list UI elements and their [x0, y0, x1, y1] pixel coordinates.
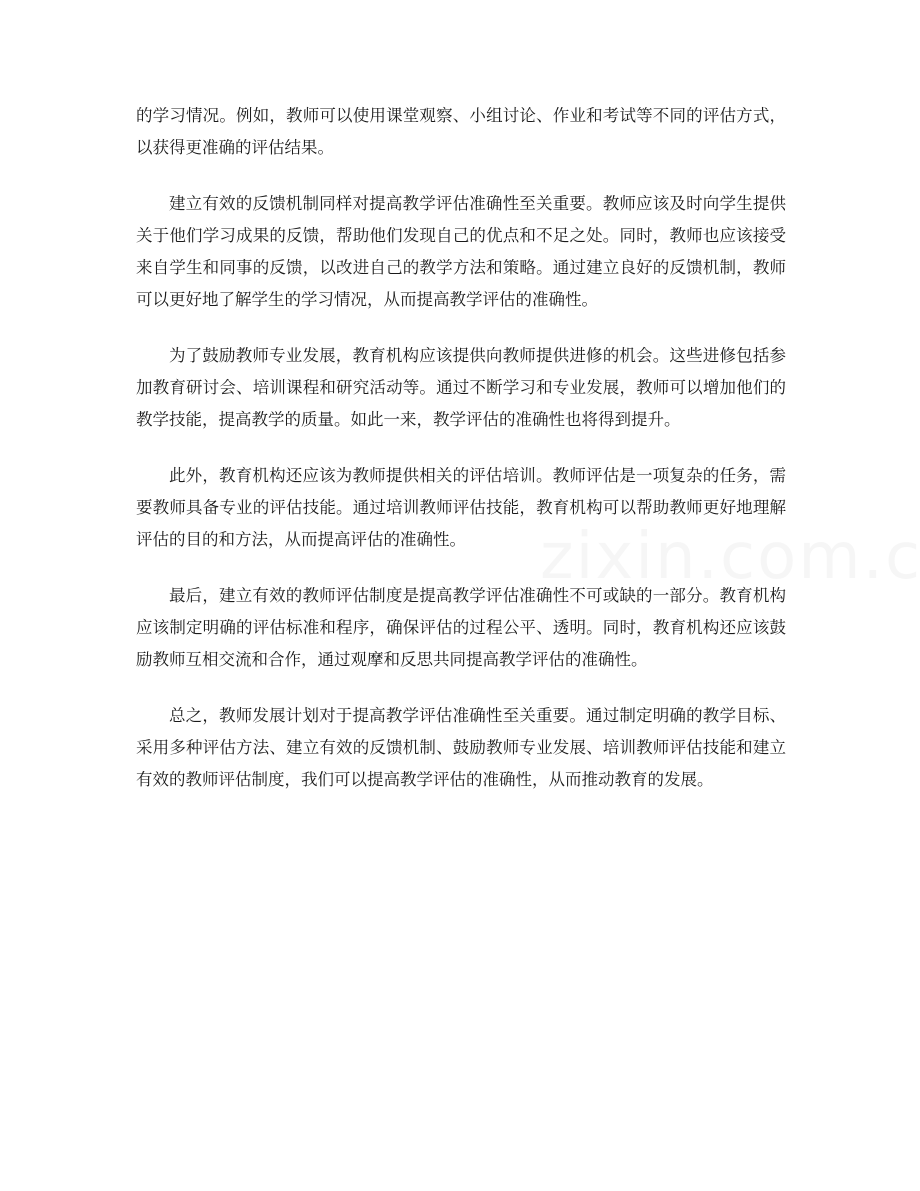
paragraph-5: 最后，建立有效的教师评估制度是提高教学评估准确性不可或缺的一部分。教育机构应该制定明确的评估标准和程序，确保评估的过程公平、透明。同时，教育机构还应该鼓励教师互相交流和合作，通过观摩和反思共同提高教学评估的准确性。 — [136, 586, 786, 669]
paragraph-2: 建立有效的反馈机制同样对提高教学评估准确性至关重要。教师应该及时向学生提供关于他们学习成果的反馈，帮助他们发现自己的优点和不足之处。同时，教师也应该接受来自学生和同事的反馈，以改进自己的教学方法和策略。通过建立良好的反馈机制，教师可以更好地了解学生的学习情况，从而提高教学评估的准确性。 — [136, 194, 786, 309]
paragraph-3: 为了鼓励教师专业发展，教育机构应该提供向教师提供进修的机会。这些进修包括参加教育研讨会、培训课程和研究活动等。通过不断学习和专业发展，教师可以增加他们的教学技能，提高教学的质量。如此一来，教学评估的准确性也将得到提升。 — [136, 346, 786, 429]
document-body — [136, 100, 786, 820]
paragraph-1: 的学习情况。例如，教师可以使用课堂观察、小组讨论、作业和考试等不同的评估方式，以获得更准确的评估结果。 — [136, 106, 786, 157]
paragraph-4: 此外，教育机构还应该为教师提供相关的评估培训。教师评估是一项复杂的任务，需要教师具备专业的评估技能。通过培训教师评估技能，教育机构可以帮助教师更好地理解评估的目的和方法，从而提高评估的准确性。 — [136, 466, 786, 549]
paragraph-6: 总之，教师发展计划对于提高教学评估准确性至关重要。通过制定明确的教学目标、采用多种评估方法、建立有效的反馈机制、鼓励教师专业发展、培训教师评估技能和建立有效的教师评估制度，我们可以提高教学评估的准确性，从而推动教育的发展。 — [136, 706, 786, 789]
